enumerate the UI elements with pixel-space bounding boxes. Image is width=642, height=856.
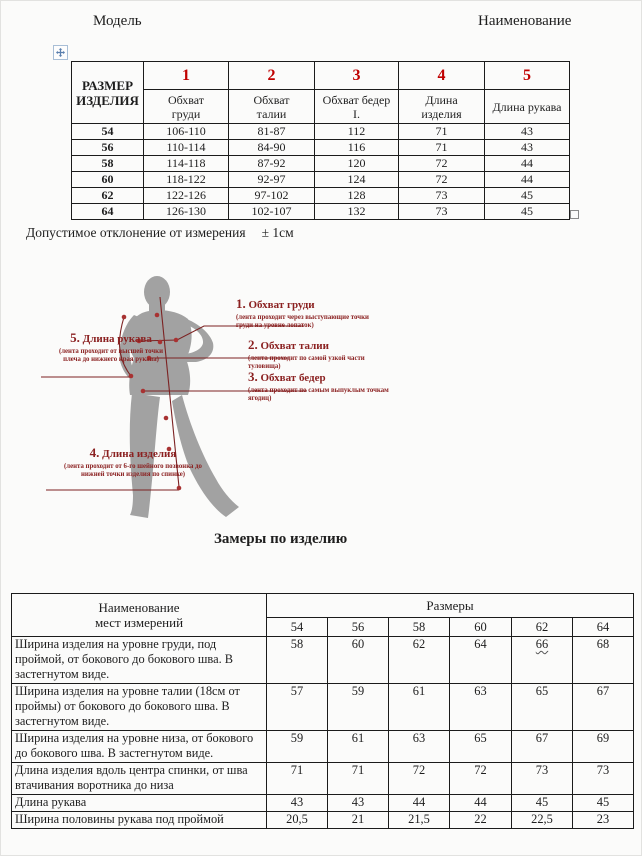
size-table-row [72, 204, 570, 220]
size-table-row [72, 188, 570, 204]
measure-table-sizes-header: Размеры [267, 594, 634, 618]
tolerance-value: ± 1см [261, 225, 294, 240]
size-cell: 64 [72, 204, 144, 220]
figure-label-number: 1. [236, 296, 246, 311]
measure-value-cell: 72 [389, 763, 450, 795]
size-cell: 58 [72, 156, 144, 172]
size-cell: 56 [72, 140, 144, 156]
measure-value-cell: 72 [450, 763, 512, 795]
measure-value-cell: 66 [512, 637, 573, 684]
measure-value-cell: 67 [512, 731, 573, 763]
measure-value-cell: 22 [450, 812, 512, 829]
size-column-header: 64 [573, 618, 634, 637]
size-column-header: 54 [267, 618, 328, 637]
measure-name-cell: Ширина изделия на уровне груди, под проймой, от бокового до бокового шва. В застегнутом виде. [12, 637, 267, 684]
measure-table-container [11, 593, 634, 829]
measure-value-cell: 61 [328, 731, 389, 763]
size-column-header: 56 [328, 618, 389, 637]
figure-label-1 [236, 295, 386, 330]
measure-value-cell: 73 [512, 763, 573, 795]
measure-value-cell: 62 [389, 637, 450, 684]
figure-label-5 [36, 329, 186, 364]
value-cell: 73 [399, 188, 485, 204]
size-table-col-num: 4 [399, 62, 485, 90]
figure-label-number: 4. [89, 445, 100, 460]
measure-value-cell: 21,5 [389, 812, 450, 829]
measure-value-cell: 58 [267, 637, 328, 684]
figure-label-number: 2. [248, 337, 258, 352]
value-cell: 122-126 [144, 188, 229, 204]
value-cell: 43 [485, 124, 570, 140]
model-label: Модель [93, 13, 142, 29]
figure-label-number: 5. [70, 330, 80, 345]
value-cell: 71 [399, 140, 485, 156]
measure-table-row [12, 812, 634, 829]
figure-label-number: 3. [248, 369, 258, 384]
value-cell: 72 [399, 156, 485, 172]
measure-value-cell: 43 [328, 795, 389, 812]
measure-value-cell: 20,5 [267, 812, 328, 829]
measure-name-cell: Длина рукава [12, 795, 267, 812]
measure-value-cell: 59 [328, 684, 389, 731]
value-cell: 126-130 [144, 204, 229, 220]
measure-table [11, 593, 634, 829]
measure-value-cell: 60 [328, 637, 389, 684]
measure-table-row [12, 795, 634, 812]
measure-table-row [12, 684, 634, 731]
move-cross-icon [56, 48, 65, 57]
measure-value-cell: 21 [328, 812, 389, 829]
size-table-col-num: 1 [144, 62, 229, 90]
value-cell: 44 [485, 172, 570, 188]
measure-value-cell: 44 [450, 795, 512, 812]
value-cell: 114-118 [144, 156, 229, 172]
measure-value-cell: 61 [389, 684, 450, 731]
size-table-header-row [72, 62, 570, 90]
value-cell: 102-107 [229, 204, 315, 220]
measure-value-cell: 71 [267, 763, 328, 795]
figure-label-title: 4. Длина изделия [89, 445, 177, 460]
measure-table-row [12, 763, 634, 795]
measure-value-cell: 65 [512, 684, 573, 731]
value-cell: 44 [485, 156, 570, 172]
measure-value-cell: 45 [512, 795, 573, 812]
measure-value-cell: 22,5 [512, 812, 573, 829]
value-cell: 106-110 [144, 124, 229, 140]
value-cell: 118-122 [144, 172, 229, 188]
measure-name-cell: Ширина изделия на уровне низа, от бокового до бокового шва. В застегнутом виде. [12, 731, 267, 763]
measure-name-cell: Длина изделия вдоль центра спинки, от шва втачивания воротника до низа [12, 763, 267, 795]
measure-table-row [12, 637, 634, 684]
measure-value-cell: 59 [267, 731, 328, 763]
size-cell: 62 [72, 188, 144, 204]
value-cell: 110-114 [144, 140, 229, 156]
value-cell: 87-92 [229, 156, 315, 172]
measure-value-cell: 44 [389, 795, 450, 812]
measure-value-cell: 57 [267, 684, 328, 731]
size-column-header: 60 [450, 618, 512, 637]
size-table-row [72, 140, 570, 156]
size-table [71, 61, 570, 220]
size-cell: 60 [72, 172, 144, 188]
measure-value-cell: 65 [450, 731, 512, 763]
value-cell: 71 [399, 124, 485, 140]
value-cell: 45 [485, 204, 570, 220]
table-resize-handle[interactable] [570, 210, 579, 219]
value-cell: 116 [315, 140, 399, 156]
figure-label-2 [248, 336, 388, 371]
measure-table-header-row [12, 594, 634, 618]
measure-value-cell: 69 [573, 731, 634, 763]
size-table-subheader-row [72, 90, 570, 124]
figure-label-desc: (лента проходит от 6-го шейного позвонка до нижней точки изделия по спинке) [64, 463, 202, 478]
size-table-col-num: 5 [485, 62, 570, 90]
size-column-header: 58 [389, 618, 450, 637]
measure-value-cell: 43 [267, 795, 328, 812]
figure-label-title: 1. Обхват груди [236, 296, 315, 311]
measure-value-cell: 23 [573, 812, 634, 829]
figure-label-4 [58, 444, 208, 479]
measure-name-cell: Ширина половины рукава под проймой [12, 812, 267, 829]
value-cell: 128 [315, 188, 399, 204]
figure-label-title: 2. Обхват талии [248, 337, 329, 352]
size-table-row [72, 172, 570, 188]
size-table-container [71, 61, 570, 220]
tolerance-note [26, 225, 294, 241]
value-cell: 97-102 [229, 188, 315, 204]
value-cell: 132 [315, 204, 399, 220]
measure-value-cell: 67 [573, 684, 634, 731]
size-table-col-label: Длина изделия [399, 90, 485, 124]
size-table-col-num: 3 [315, 62, 399, 90]
figure-label-desc: (лента проходит через выступающие точки груди на уровне лопаток) [236, 314, 369, 329]
measure-name-cell: Ширина изделия на уровне талии (18см от проймы) от бокового до бокового шва. В застегнутом виде. [12, 684, 267, 731]
size-table-row [72, 124, 570, 140]
figure-label-desc: (лента проходит по самой узкой части туловища) [248, 355, 365, 370]
value-cell: 73 [399, 204, 485, 220]
measure-value-cell: 45 [573, 795, 634, 812]
value-cell: 92-97 [229, 172, 315, 188]
value-cell: 81-87 [229, 124, 315, 140]
measure-value-cell: 63 [389, 731, 450, 763]
size-table-col-label: Обхват бедер I. [315, 90, 399, 124]
measure-value-cell: 64 [450, 637, 512, 684]
name-label: Наименование [478, 13, 572, 29]
figure-label-title: 5. Длина рукава [70, 330, 152, 345]
figure-label-3 [248, 368, 403, 403]
measurement-figure [36, 263, 436, 529]
measure-table-name-header: Наименование мест измерений [12, 594, 267, 637]
measure-table-row [12, 731, 634, 763]
size-cell: 54 [72, 124, 144, 140]
value-cell: 43 [485, 140, 570, 156]
size-table-col-label: Обхват груди [144, 90, 229, 124]
size-table-row [72, 156, 570, 172]
figure-label-title: 3. Обхват бедер [248, 369, 326, 384]
value-cell: 72 [399, 172, 485, 188]
value-cell: 120 [315, 156, 399, 172]
measure-value-cell: 71 [328, 763, 389, 795]
section-title: Замеры по изделию [214, 531, 348, 547]
value-cell: 45 [485, 188, 570, 204]
figure-label-desc: (лента проходит от высшей точки плеча до нижнего края рукава) [58, 348, 164, 363]
value-cell: 84-90 [229, 140, 315, 156]
figure-label-desc: (лента проходит по самым выпуклым точкам ягодиц) [248, 387, 389, 402]
measure-value-cell: 73 [573, 763, 634, 795]
size-column-header: 62 [512, 618, 573, 637]
size-table-corner-header: РАЗМЕР ИЗДЕЛИЯ [72, 62, 144, 124]
size-table-col-num: 2 [229, 62, 315, 90]
measure-value-cell: 63 [450, 684, 512, 731]
body-silhouette [120, 276, 239, 518]
table-move-handle[interactable] [53, 45, 68, 60]
size-table-col-label: Длина рукава [485, 90, 570, 124]
value-cell: 112 [315, 124, 399, 140]
value-cell: 124 [315, 172, 399, 188]
tolerance-text: Допустимое отклонение от измерения [26, 225, 246, 240]
size-table-col-label: Обхват талии [229, 90, 315, 124]
measure-value-cell: 68 [573, 637, 634, 684]
